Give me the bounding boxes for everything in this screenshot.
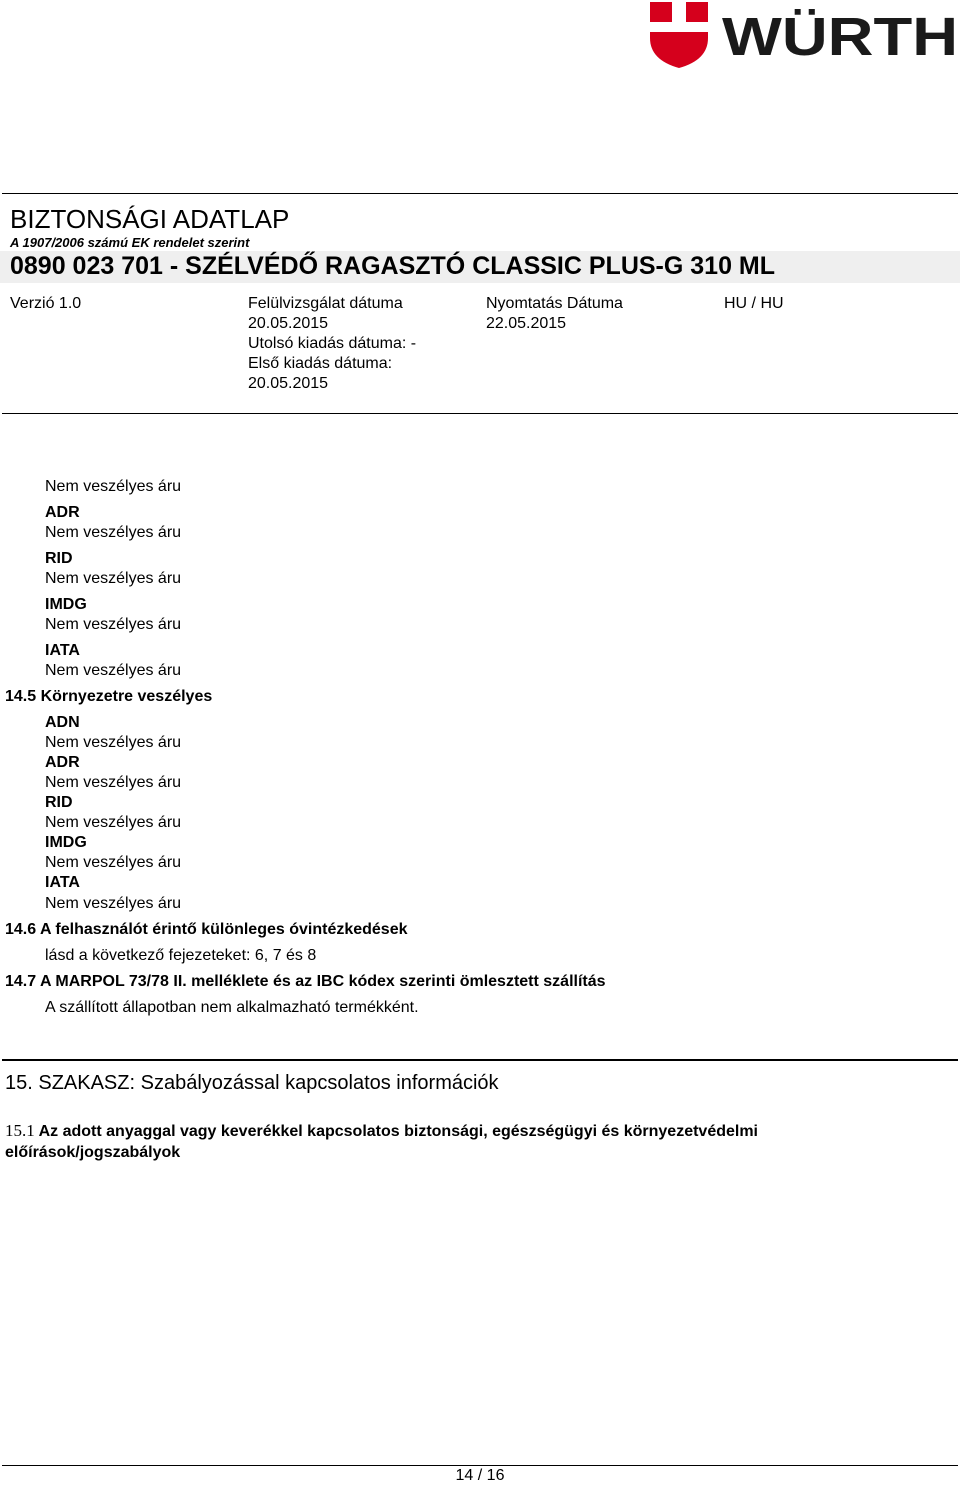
body-line: Nem veszélyes áru — [45, 814, 182, 831]
section-heading: 14.5 Környezetre veszélyes — [5, 688, 213, 705]
body-line: Nem veszélyes áru — [45, 734, 182, 751]
revision-date: 20.05.2015 — [248, 315, 329, 332]
section-15-1-heading — [5, 1120, 885, 1163]
print-label: Nyomtatás Dátuma — [486, 295, 623, 312]
body-line: Nem veszélyes áru — [45, 570, 182, 587]
body-line: IATA — [45, 874, 80, 891]
print-date: 22.05.2015 — [486, 315, 567, 332]
body-line: IMDG — [45, 596, 87, 613]
last-issue: Utolsó kiadás dátuma: - — [248, 335, 417, 352]
page-number: 14 / 16 — [455, 1467, 505, 1484]
footer-rule — [2, 1465, 958, 1466]
section-heading: 14.7 A MARPOL 73/78 II. melléklete és az IBC kódex szerinti ömlesztett szállítás — [5, 973, 606, 990]
body-line: lásd a következő fejezeteket: 6, 7 és 8 — [45, 947, 317, 964]
language: HU / HU — [724, 295, 784, 312]
section-heading: 14.6 A felhasználót érintő különleges óvintézkedések — [5, 921, 408, 938]
document-title: BIZTONSÁGI ADATLAP — [10, 204, 290, 234]
svg-text:WÜRTH: WÜRTH — [722, 7, 958, 67]
revision-label: Felülvizsgálat dátuma — [248, 295, 403, 312]
body-line: Nem veszélyes áru — [45, 895, 182, 912]
subsection-number: 15.1 — [5, 1121, 35, 1140]
body-line: ADR — [45, 504, 80, 521]
body-line: RID — [45, 550, 73, 567]
first-issue-label: Első kiadás dátuma: — [248, 355, 393, 372]
body-line: Nem veszélyes áru — [45, 478, 182, 495]
body-line: Nem veszélyes áru — [45, 662, 182, 679]
header-top-rule — [2, 193, 958, 194]
version: Verzió 1.0 — [10, 295, 82, 312]
body-line: A szállított állapotban nem alkalmazható termékként. — [45, 999, 419, 1016]
revision-block — [248, 294, 416, 394]
body-line: IMDG — [45, 834, 87, 851]
body-line: Nem veszélyes áru — [45, 854, 182, 871]
product-name: 0890 023 701 - SZÉLVÉDŐ RAGASZTÓ CLASSIC PLUS-G 310 ML — [10, 252, 776, 280]
body-line: Nem veszélyes áru — [45, 524, 182, 541]
regulation-note: A 1907/2006 számú EK rendelet szerint — [10, 235, 250, 250]
section-rule — [2, 1059, 958, 1061]
subsection-text: Az adott anyaggal vagy keverékkel kapcsolatos biztonsági, egészségügyi és környezetvédelmi előírások/jogszabályok — [5, 1123, 758, 1161]
section-15-title: 15. SZAKASZ: Szabályozással kapcsolatos információk — [5, 1072, 499, 1094]
wurth-logo — [648, 0, 960, 70]
header-bottom-rule — [2, 413, 958, 414]
body-line: ADN — [45, 714, 80, 731]
body-line: Nem veszélyes áru — [45, 616, 182, 633]
body-line: Nem veszélyes áru — [45, 774, 182, 791]
body-line: IATA — [45, 642, 80, 659]
body-line: ADR — [45, 754, 80, 771]
first-issue-date: 20.05.2015 — [248, 375, 329, 392]
body-line: RID — [45, 794, 73, 811]
print-block — [486, 294, 623, 334]
